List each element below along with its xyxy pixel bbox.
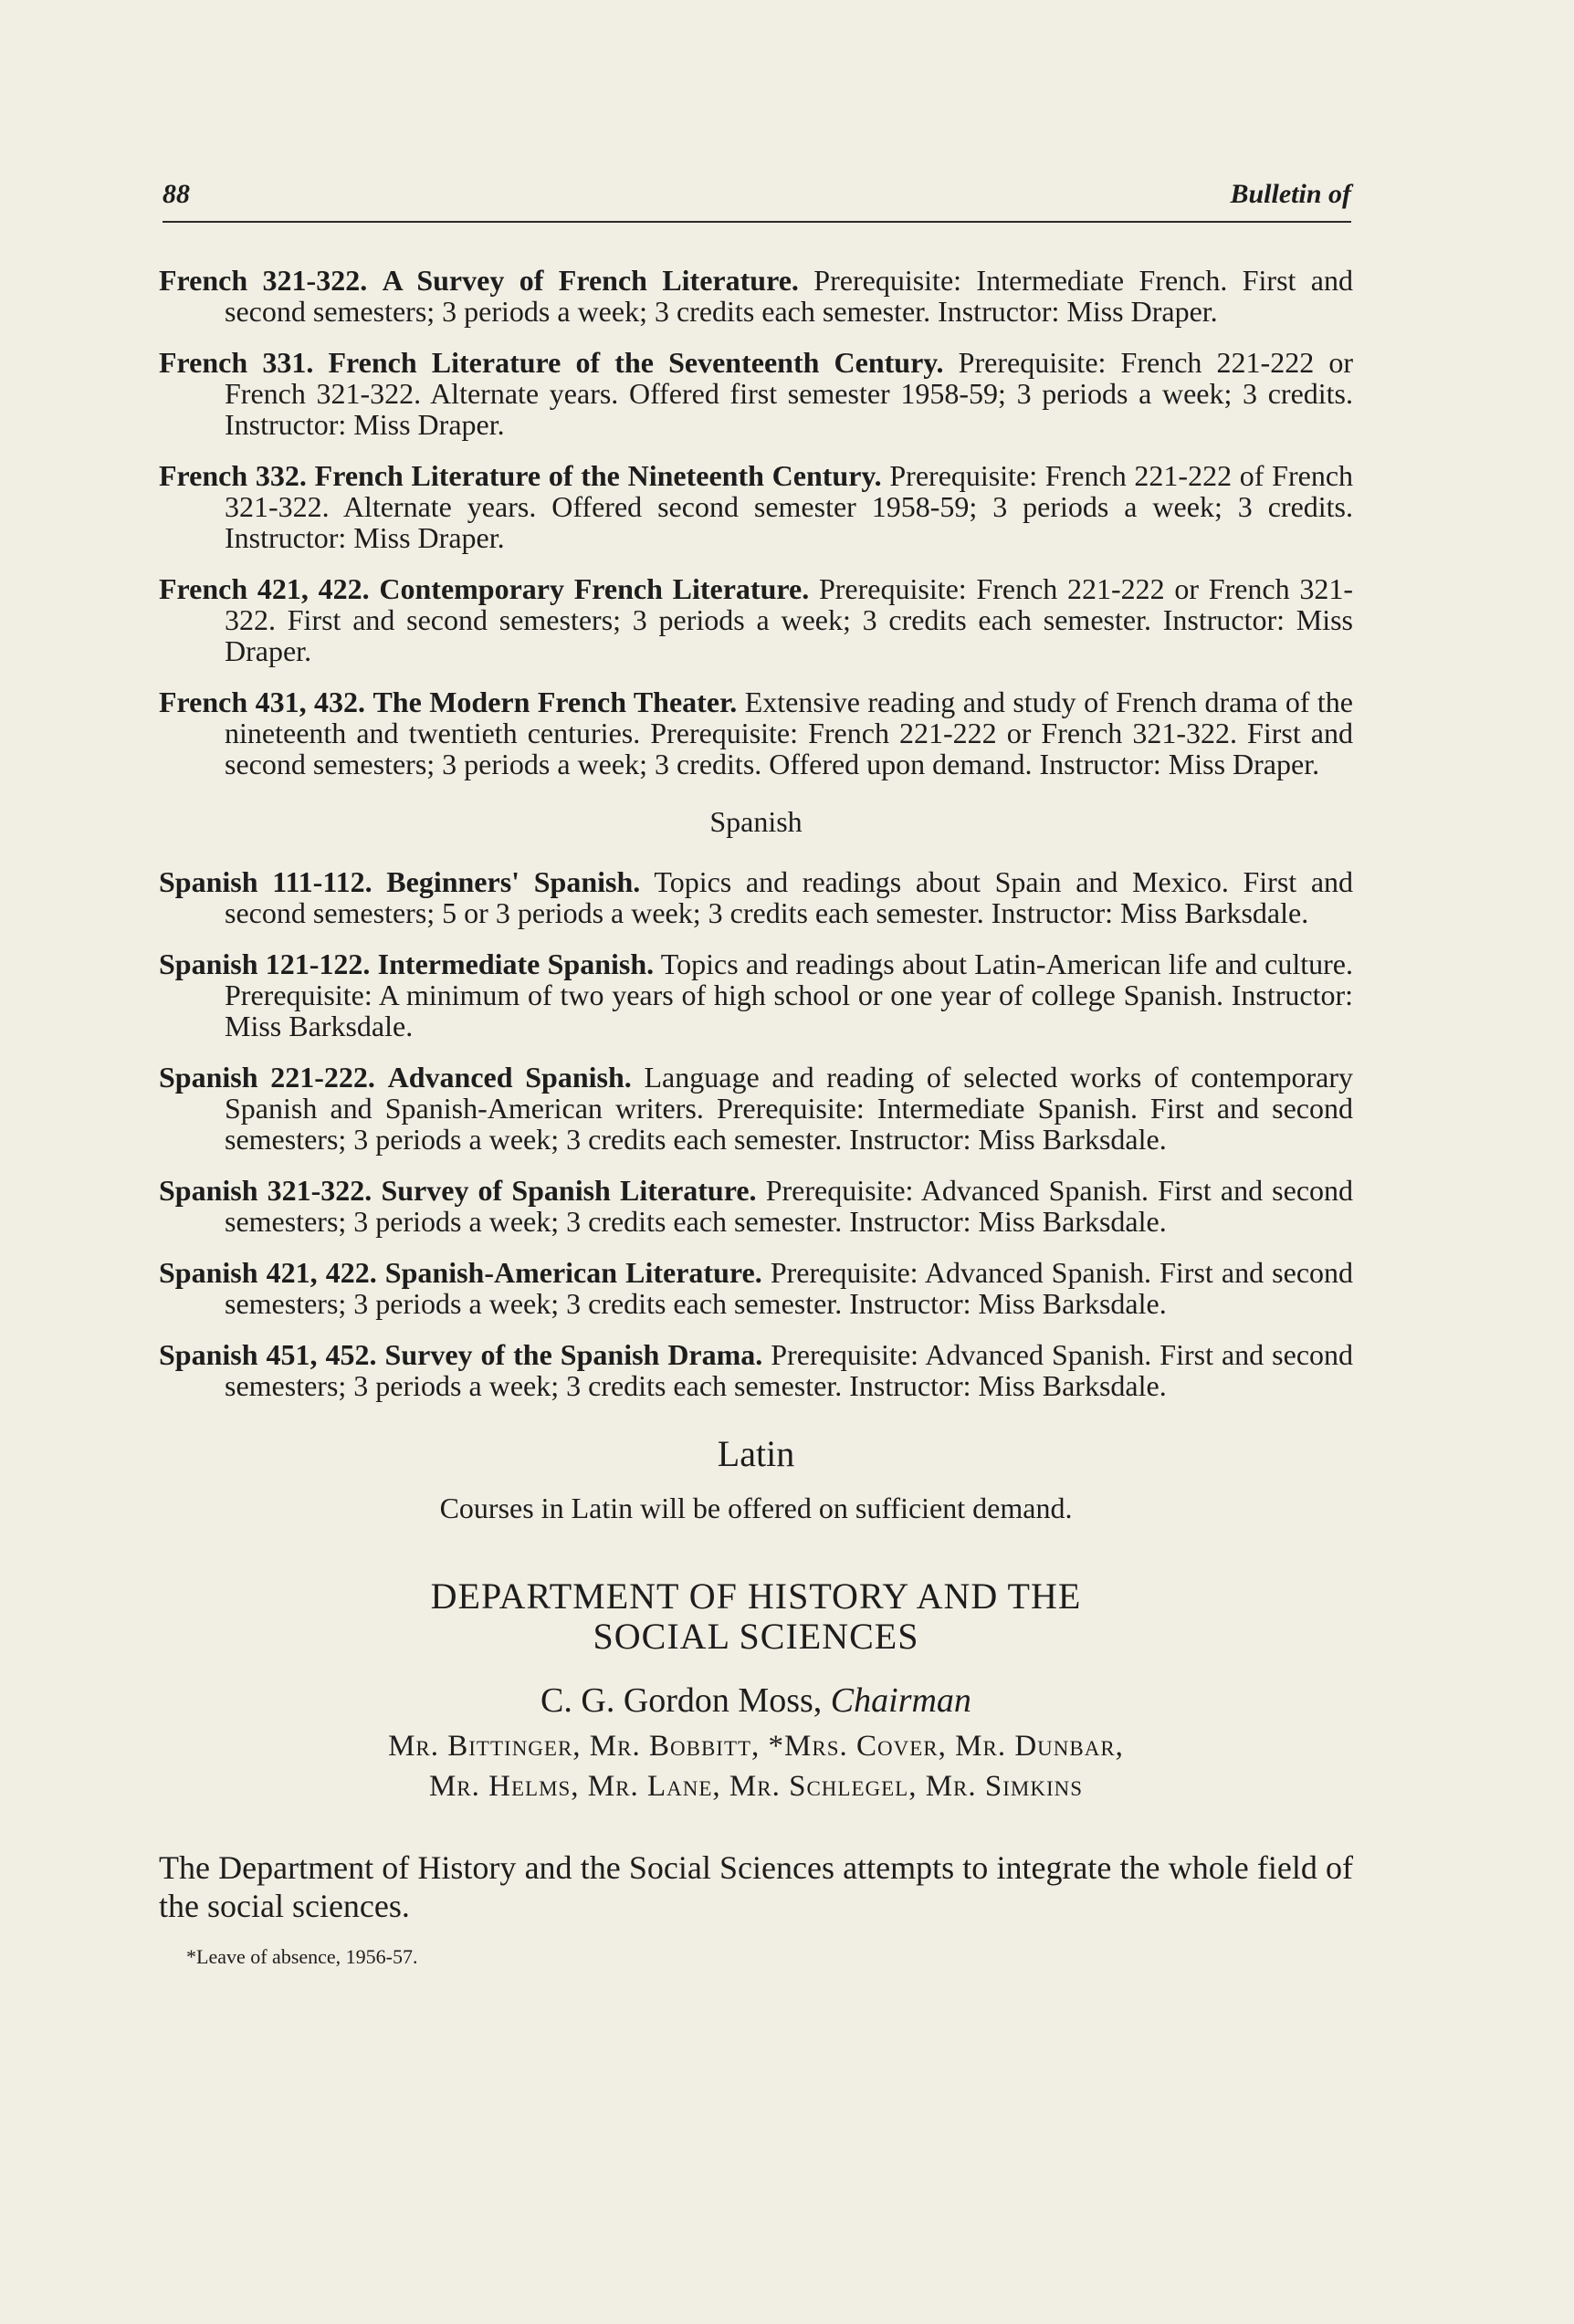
faculty-line: Mr. Bittinger, Mr. Bobbitt, *Mrs. Cover, Mr. Dunbar, bbox=[388, 1730, 1124, 1763]
department-description: The Department of History and the Social Sciences attempts to integrate the whole field of the social sciences. bbox=[159, 1849, 1353, 1924]
faculty-list bbox=[159, 1726, 1353, 1806]
course-entry bbox=[159, 1257, 1353, 1319]
course-entry bbox=[159, 265, 1353, 327]
page-content bbox=[159, 265, 1353, 1969]
course-title: The Modern French Theater. bbox=[373, 686, 738, 718]
course-code: Spanish 321-322. bbox=[159, 1174, 373, 1207]
course-entry bbox=[159, 686, 1353, 780]
course-description: Prerequisite: Advanced Spanish. First and second semesters; 3 periods a week; 3 credits each semester. Instructor: Miss Barksdale. bbox=[225, 1338, 1354, 1402]
page-number: 88 bbox=[163, 179, 190, 209]
course-entry bbox=[159, 1339, 1353, 1401]
course-code: French 431, 432. bbox=[159, 686, 366, 718]
course-entry bbox=[159, 347, 1353, 440]
course-code: French 321-322. bbox=[159, 264, 368, 297]
course-title: Advanced Spanish. bbox=[387, 1061, 632, 1094]
course-title: French Literature of the Nineteenth Century. bbox=[314, 459, 882, 492]
course-entry bbox=[159, 948, 1353, 1042]
chair-name: C. G. Gordon Moss, bbox=[540, 1681, 823, 1720]
course-description: Prerequisite: Advanced Spanish. First and second semesters; 3 periods a week; 3 credits each semester. Instructor: Miss Barksdale. bbox=[225, 1256, 1354, 1320]
course-description: Prerequisite: French 221-222 or French 321-322. First and second semesters; 3 periods a week; 3 credits each semester. Instructor: Miss Draper. bbox=[225, 572, 1354, 667]
course-description: Topics and readings about Spain and Mexico. First and second semesters; 5 or 3 periods a week; 3 credits each semester. Instructor: Miss Barksdale. bbox=[225, 865, 1354, 929]
course-entry bbox=[159, 1062, 1353, 1155]
course-title: Contemporary French Literature. bbox=[379, 572, 810, 605]
course-code: Spanish 421, 422. bbox=[159, 1256, 377, 1289]
course-title: Intermediate Spanish. bbox=[377, 947, 655, 980]
course-description: Extensive reading and study of French drama of the nineteenth and twentieth centuries. Prerequisite: French 221-222 or French 321-322. First and second semesters; 3 periods a week; 3 credits. Offered upon demand. Instructor: Miss Draper. bbox=[225, 686, 1354, 780]
course-description: Prerequisite: French 221-222 of French 321-322. Alternate years. Offered second semester 1958-59; 3 periods a week; 3 credits. Instructor: Miss Draper. bbox=[225, 459, 1354, 554]
course-code: French 331. bbox=[159, 346, 314, 379]
page-header bbox=[163, 179, 1351, 223]
course-description: Prerequisite: Advanced Spanish. First and second semesters; 3 periods a week; 3 credits each semester. Instructor: Miss Barksdale. bbox=[225, 1174, 1354, 1238]
course-code: French 421, 422. bbox=[159, 572, 370, 605]
footnote: *Leave of absence, 1956-57. bbox=[186, 1945, 418, 1968]
course-code: Spanish 111-112. bbox=[159, 865, 373, 898]
department-title-line: SOCIAL SCIENCES bbox=[593, 1616, 919, 1657]
course-title: Survey of Spanish Literature. bbox=[381, 1174, 757, 1207]
faculty-line: Mr. Helms, Mr. Lane, Mr. Schlegel, Mr. Simkins bbox=[428, 1770, 1084, 1803]
chair-role: Chairman bbox=[830, 1681, 971, 1720]
course-title: French Literature of the Seventeenth Century. bbox=[328, 346, 944, 379]
course-title: A Survey of French Literature. bbox=[382, 264, 799, 297]
latin-heading: Latin bbox=[717, 1433, 795, 1474]
course-entry bbox=[159, 1175, 1353, 1237]
course-description: Prerequisite: Intermediate French. First and second semesters; 3 periods a week; 3 credits each semester. Instructor: Miss Draper. bbox=[225, 264, 1354, 328]
course-code: Spanish 221-222. bbox=[159, 1061, 375, 1094]
latin-note: Courses in Latin will be offered on sufficient demand. bbox=[439, 1492, 1073, 1524]
course-description: Prerequisite: French 221-222 or French 321-322. Alternate years. Offered first semester 1958-59; 3 periods a week; 3 credits. Instructor: Miss Draper. bbox=[225, 346, 1353, 441]
department-title-line: DEPARTMENT OF HISTORY AND THE bbox=[430, 1576, 1082, 1617]
course-entry bbox=[159, 866, 1353, 928]
running-title: Bulletin of bbox=[1230, 179, 1351, 209]
course-code: Spanish 121-122. bbox=[159, 947, 371, 980]
course-code: French 332. bbox=[159, 459, 307, 492]
course-title: Survey of the Spanish Drama. bbox=[384, 1338, 763, 1371]
course-description: Topics and readings about Latin-American life and culture. Prerequisite: A minimum of two years of high school or one year of college Spanish. Instructor: Miss Barksdale. bbox=[225, 947, 1354, 1042]
course-entry bbox=[159, 460, 1353, 553]
spanish-heading: Spanish bbox=[709, 805, 803, 838]
course-description: Language and reading of selected works of contemporary Spanish and Spanish-American writers. Prerequisite: Intermediate Spanish. First and second semesters; 3 periods a week; 3 credits each semester. Instructor: Miss Barksdale. bbox=[225, 1061, 1354, 1156]
department-title bbox=[159, 1576, 1353, 1657]
course-code: Spanish 451, 452. bbox=[159, 1338, 377, 1371]
course-title: Beginners' Spanish. bbox=[386, 865, 641, 898]
course-title: Spanish-American Literature. bbox=[384, 1256, 762, 1289]
department-chair bbox=[159, 1680, 1353, 1721]
course-entry bbox=[159, 573, 1353, 666]
